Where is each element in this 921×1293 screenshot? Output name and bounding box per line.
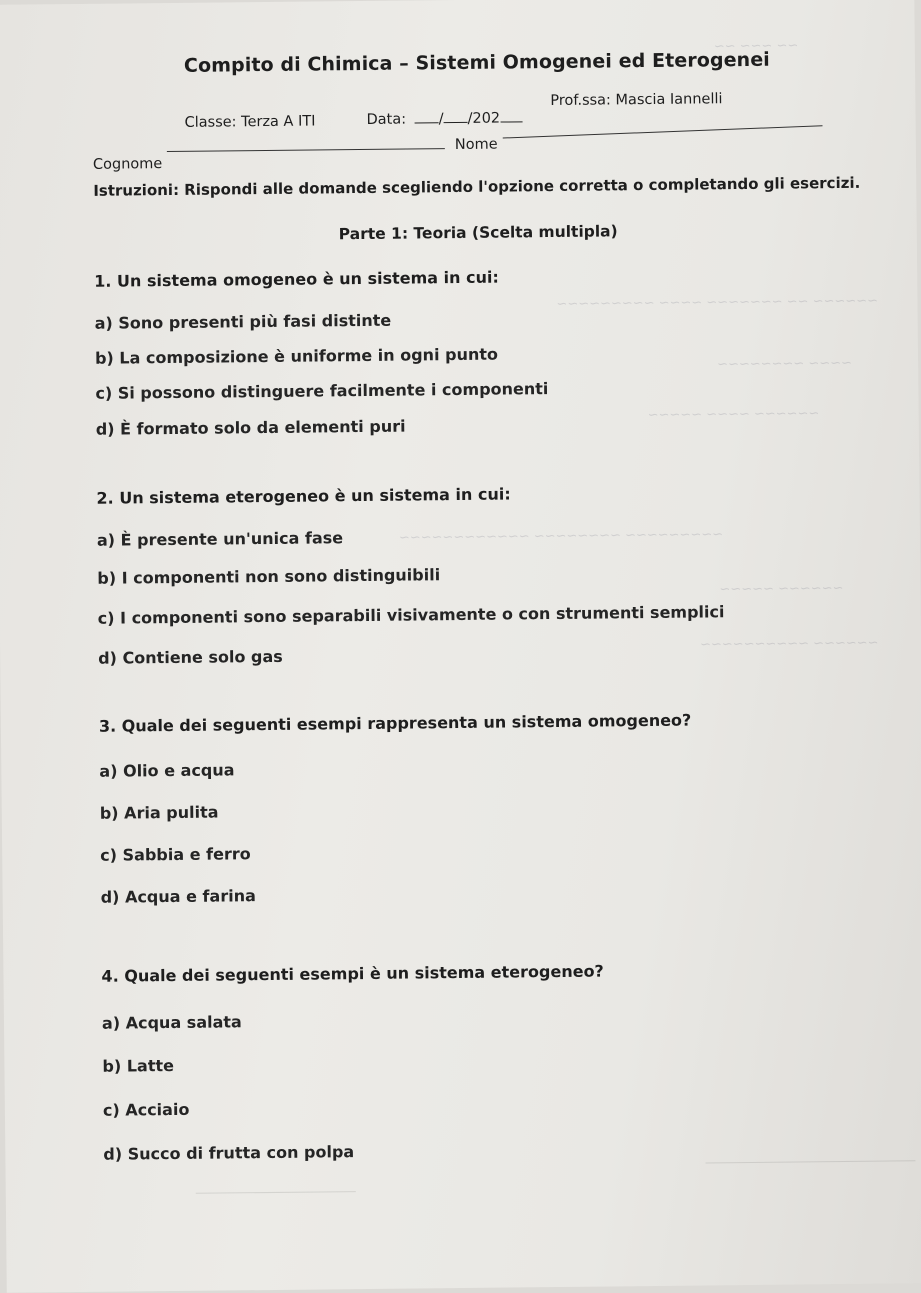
date-field[interactable] bbox=[366, 107, 522, 128]
question-4-option-c[interactable]: c) Acciaio bbox=[102, 1099, 190, 1120]
bleed-through-line bbox=[705, 1160, 915, 1163]
question-3-option-d[interactable]: d) Acqua e farina bbox=[100, 886, 256, 907]
bleed-through-text: ~~~~ ~~~~~~~~ bbox=[717, 355, 853, 373]
question-1-option-d[interactable]: d) È formato solo da elementi puri bbox=[95, 416, 406, 439]
question-1-option-a[interactable]: a) Sono presenti più fasi distinte bbox=[94, 310, 392, 333]
question-1-option-b[interactable]: b) La composizione è uniforme in ogni punto bbox=[94, 344, 499, 368]
question-3-option-c[interactable]: c) Sabbia e ferro bbox=[100, 844, 251, 865]
question-1-option-c[interactable]: c) Si possono distinguere facilmente i componenti bbox=[95, 379, 549, 403]
question-3-option-a[interactable]: a) Olio e acqua bbox=[99, 760, 235, 781]
question-4-option-a[interactable]: a) Acqua salata bbox=[101, 1012, 242, 1033]
bleed-through-text: ~~~~~~ ~~ ~~~~~~~ ~~~~ ~~~~~~~~~ bbox=[556, 293, 879, 312]
question-4-option-b[interactable]: b) Latte bbox=[102, 1056, 175, 1076]
question-3-option-b[interactable]: b) Aria pulita bbox=[99, 802, 219, 823]
name-label: Nome bbox=[454, 136, 498, 154]
name-blank-line[interactable] bbox=[503, 125, 823, 138]
question-4: 4. Quale dei seguenti esempi è un sistema eterogeneo? bbox=[101, 961, 604, 986]
date-month-blank[interactable] bbox=[443, 108, 467, 123]
bleed-through-text: ~~~~~~ ~~~~~~~~~~ bbox=[699, 635, 879, 653]
question-3: 3. Quale dei seguenti esempi rappresenta un sistema omogeneo? bbox=[98, 710, 692, 736]
teacher-name: Prof.ssa: Mascia Iannelli bbox=[550, 91, 723, 110]
date-label: Data: bbox=[366, 111, 407, 128]
date-day-blank[interactable] bbox=[415, 108, 439, 123]
date-year-blank[interactable] bbox=[500, 107, 522, 122]
bleed-through-text: ~~ ~~~ ~~ bbox=[713, 38, 799, 55]
question-2-option-d[interactable]: d) Contiene solo gas bbox=[98, 646, 283, 668]
part-1-title: Parte 1: Teoria (Scelta multipla) bbox=[338, 222, 618, 244]
surname-label: Cognome bbox=[92, 156, 163, 173]
date-year-prefix: /202 bbox=[467, 110, 501, 127]
question-4-option-d[interactable]: d) Succo di frutta con polpa bbox=[103, 1142, 355, 1164]
instructions: Istruzioni: Rispondi alle domande scegliendo l'opzione corretta o completando gli esercizi. bbox=[93, 173, 861, 200]
bleed-through-line bbox=[196, 1191, 356, 1194]
date-separator: / bbox=[438, 111, 444, 128]
question-1: 1. Un sistema omogeneo è un sistema in cui: bbox=[94, 267, 499, 291]
question-2: 2. Un sistema eterogeneo è un sistema in cui: bbox=[96, 484, 511, 508]
bleed-through-text: ~~~~~~~~~ ~~~~~~~~ ~~~~~~~~~~~~ bbox=[398, 527, 724, 546]
question-2-option-c[interactable]: c) I componenti sono separabili visivamente o con strumenti semplici bbox=[97, 602, 725, 628]
question-2-option-b[interactable]: b) I componenti non sono distinguibili bbox=[97, 565, 441, 588]
class-label: Classe: Terza A ITI bbox=[184, 113, 316, 131]
bleed-through-text: ~~~~~~ ~~~~~ bbox=[719, 580, 844, 598]
question-2-option-a[interactable]: a) È presente un'unica fase bbox=[96, 528, 344, 550]
bleed-through-text: ~~~~~~ ~~~~ ~~~~~ bbox=[647, 406, 820, 424]
worksheet-title: Compito di Chimica – Sistemi Omogenei ed Eterogenei bbox=[183, 48, 770, 77]
surname-blank-line[interactable] bbox=[167, 148, 445, 152]
